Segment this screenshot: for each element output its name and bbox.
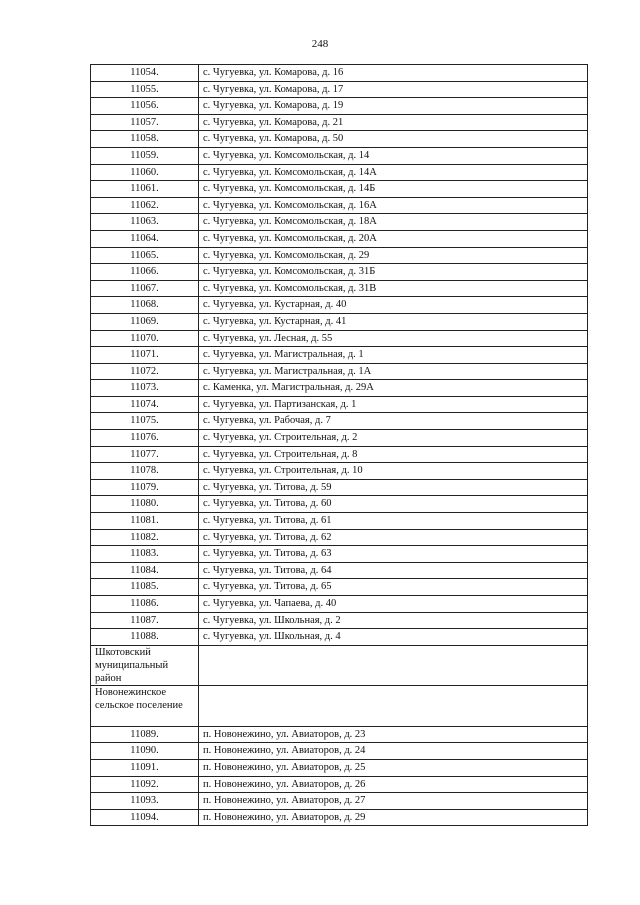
row-address-cell: с. Чугуевка, ул. Комарова, д. 17	[199, 81, 588, 98]
section-district-label: Шкотовский муниципальный район	[91, 645, 199, 685]
row-address-cell: с. Каменка, ул. Магистральная, д. 29А	[199, 380, 588, 397]
table-row	[91, 596, 588, 613]
table-row	[91, 347, 588, 364]
row-number-cell: 11063.	[91, 214, 199, 231]
row-address-cell: п. Новонежино, ул. Авиаторов, д. 24	[199, 743, 588, 760]
register-section-headers	[91, 645, 588, 726]
table-row	[91, 147, 588, 164]
table-row	[91, 164, 588, 181]
row-number-cell: 11087.	[91, 612, 199, 629]
table-row	[91, 413, 588, 430]
row-address-cell: с. Чугуевка, ул. Титова, д. 61	[199, 513, 588, 530]
table-row	[91, 793, 588, 810]
row-address-cell: с. Чугуевка, ул. Комсомольская, д. 14Б	[199, 181, 588, 198]
row-number-cell: 11075.	[91, 413, 199, 430]
table-row	[91, 629, 588, 646]
row-number-cell: 11073.	[91, 380, 199, 397]
table-row	[91, 463, 588, 480]
row-address-cell: п. Новонежино, ул. Авиаторов, д. 25	[199, 759, 588, 776]
row-address-cell: с. Чугуевка, ул. Комарова, д. 16	[199, 65, 588, 82]
row-address-cell: с. Чугуевка, ул. Титова, д. 65	[199, 579, 588, 596]
row-address-cell: с. Чугуевка, ул. Магистральная, д. 1	[199, 347, 588, 364]
row-address-cell: с. Чугуевка, ул. Комарова, д. 21	[199, 114, 588, 131]
row-number-cell: 11094.	[91, 809, 199, 826]
row-address-cell: с. Чугуевка, ул. Комсомольская, д. 16А	[199, 197, 588, 214]
table-row	[91, 264, 588, 281]
row-address-cell: с. Чугуевка, ул. Комсомольская, д. 18А	[199, 214, 588, 231]
row-address-cell: с. Чугуевка, ул. Комсомольская, д. 31В	[199, 280, 588, 297]
row-number-cell: 11076.	[91, 430, 199, 447]
table-row	[91, 579, 588, 596]
row-address-cell: с. Чугуевка, ул. Титова, д. 60	[199, 496, 588, 513]
table-row	[91, 496, 588, 513]
row-number-cell: 11086.	[91, 596, 199, 613]
table-row	[91, 776, 588, 793]
table-row	[91, 726, 588, 743]
row-number-cell: 11078.	[91, 463, 199, 480]
row-address-cell: п. Новонежино, ул. Авиаторов, д. 27	[199, 793, 588, 810]
table-row	[91, 446, 588, 463]
row-address-cell: с. Чугуевка, ул. Комсомольская, д. 29	[199, 247, 588, 264]
row-number-cell: 11088.	[91, 629, 199, 646]
table-row	[91, 363, 588, 380]
row-number-cell: 11093.	[91, 793, 199, 810]
table-row	[91, 562, 588, 579]
row-number-cell: 11066.	[91, 264, 199, 281]
table-row	[91, 743, 588, 760]
table-row	[91, 313, 588, 330]
row-number-cell: 11084.	[91, 562, 199, 579]
table-row	[91, 513, 588, 530]
table-row	[91, 181, 588, 198]
row-address-cell: с. Чугуевка, ул. Комсомольская, д. 20А	[199, 230, 588, 247]
row-number-cell: 11090.	[91, 743, 199, 760]
row-address-cell: с. Чугуевка, ул. Строительная, д. 10	[199, 463, 588, 480]
row-number-cell: 11056.	[91, 98, 199, 115]
row-number-cell: 11061.	[91, 181, 199, 198]
table-row	[91, 131, 588, 148]
row-address-cell: с. Чугуевка, ул. Строительная, д. 2	[199, 430, 588, 447]
row-number-cell: 11057.	[91, 114, 199, 131]
section-settlement-empty-cell	[199, 685, 588, 726]
section-district-empty-cell	[199, 645, 588, 685]
row-address-cell: с. Чугуевка, ул. Магистральная, д. 1А	[199, 363, 588, 380]
row-number-cell: 11072.	[91, 363, 199, 380]
table-row	[91, 529, 588, 546]
row-number-cell: 11079.	[91, 479, 199, 496]
section-row-settlement	[91, 685, 588, 726]
table-row	[91, 297, 588, 314]
row-address-cell: с. Чугуевка, ул. Школьная, д. 4	[199, 629, 588, 646]
row-number-cell: 11077.	[91, 446, 199, 463]
row-number-cell: 11092.	[91, 776, 199, 793]
row-address-cell: с. Чугуевка, ул. Комсомольская, д. 14	[199, 147, 588, 164]
table-row	[91, 809, 588, 826]
row-address-cell: п. Новонежино, ул. Авиаторов, д. 29	[199, 809, 588, 826]
table-row	[91, 396, 588, 413]
table-row	[91, 247, 588, 264]
row-number-cell: 11064.	[91, 230, 199, 247]
row-number-cell: 11081.	[91, 513, 199, 530]
table-row	[91, 114, 588, 131]
row-number-cell: 11085.	[91, 579, 199, 596]
address-register-table	[90, 64, 588, 826]
row-number-cell: 11059.	[91, 147, 199, 164]
row-address-cell: с. Чугуевка, ул. Рабочая, д. 7	[199, 413, 588, 430]
row-number-cell: 11062.	[91, 197, 199, 214]
row-number-cell: 11082.	[91, 529, 199, 546]
table-row	[91, 230, 588, 247]
table-row	[91, 612, 588, 629]
row-address-cell: с. Чугуевка, ул. Комсомольская, д. 31Б	[199, 264, 588, 281]
register-rows-bottom	[91, 726, 588, 826]
row-number-cell: 11091.	[91, 759, 199, 776]
table-row	[91, 380, 588, 397]
row-address-cell: с. Чугуевка, ул. Кустарная, д. 41	[199, 313, 588, 330]
row-address-cell: с. Чугуевка, ул. Кустарная, д. 40	[199, 297, 588, 314]
table-row	[91, 479, 588, 496]
row-address-cell: с. Чугуевка, ул. Лесная, д. 55	[199, 330, 588, 347]
table-row	[91, 65, 588, 82]
row-number-cell: 11068.	[91, 297, 199, 314]
row-number-cell: 11067.	[91, 280, 199, 297]
row-number-cell: 11054.	[91, 65, 199, 82]
row-address-cell: с. Чугуевка, ул. Школьная, д. 2	[199, 612, 588, 629]
page-number: 248	[311, 38, 329, 50]
row-address-cell: с. Чугуевка, ул. Строительная, д. 8	[199, 446, 588, 463]
table-row	[91, 546, 588, 563]
table-row	[91, 81, 588, 98]
row-address-cell: с. Чугуевка, ул. Титова, д. 64	[199, 562, 588, 579]
row-address-cell: с. Чугуевка, ул. Титова, д. 63	[199, 546, 588, 563]
row-address-cell: с. Чугуевка, ул. Комарова, д. 19	[199, 98, 588, 115]
row-number-cell: 11080.	[91, 496, 199, 513]
row-address-cell: с. Чугуевка, ул. Титова, д. 62	[199, 529, 588, 546]
table-row	[91, 214, 588, 231]
row-number-cell: 11069.	[91, 313, 199, 330]
row-number-cell: 11060.	[91, 164, 199, 181]
table-row	[91, 330, 588, 347]
row-address-cell: п. Новонежино, ул. Авиаторов, д. 23	[199, 726, 588, 743]
row-number-cell: 11071.	[91, 347, 199, 364]
table-row	[91, 98, 588, 115]
row-address-cell: с. Чугуевка, ул. Партизанская, д. 1	[199, 396, 588, 413]
row-number-cell: 11055.	[91, 81, 199, 98]
row-number-cell: 11070.	[91, 330, 199, 347]
table-row	[91, 280, 588, 297]
row-address-cell: с. Чугуевка, ул. Чапаева, д. 40	[199, 596, 588, 613]
table-row	[91, 430, 588, 447]
row-number-cell: 11074.	[91, 396, 199, 413]
section-settlement-label: Новонежинское сельское поселение	[91, 685, 199, 726]
row-number-cell: 11065.	[91, 247, 199, 264]
row-number-cell: 11083.	[91, 546, 199, 563]
table-row	[91, 759, 588, 776]
row-address-cell: с. Чугуевка, ул. Титова, д. 59	[199, 479, 588, 496]
table-row	[91, 197, 588, 214]
row-address-cell: с. Чугуевка, ул. Комсомольская, д. 14А	[199, 164, 588, 181]
register-rows-top	[91, 65, 588, 646]
row-address-cell: с. Чугуевка, ул. Комарова, д. 50	[199, 131, 588, 148]
row-address-cell: п. Новонежино, ул. Авиаторов, д. 26	[199, 776, 588, 793]
row-number-cell: 11089.	[91, 726, 199, 743]
row-number-cell: 11058.	[91, 131, 199, 148]
section-row-district	[91, 645, 588, 685]
